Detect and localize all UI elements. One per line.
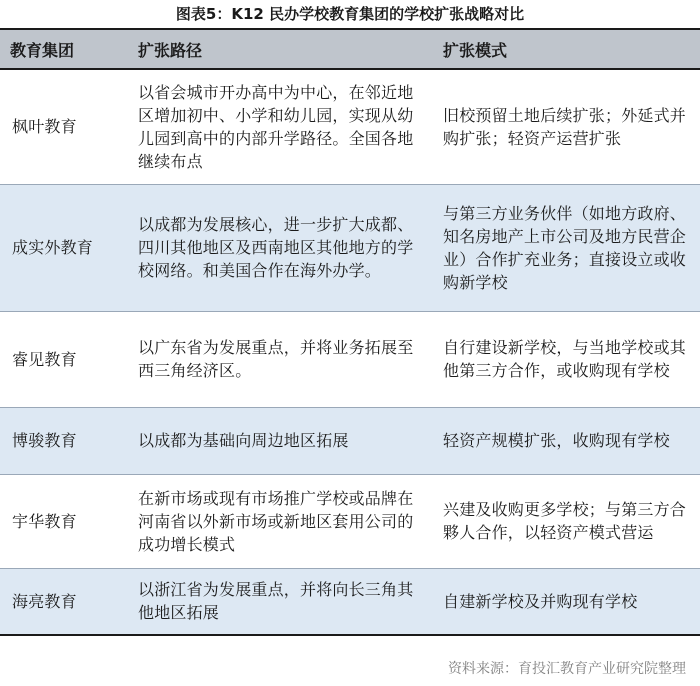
expansion-mode: 自建新学校及并购现有学校 xyxy=(433,568,700,635)
expansion-mode: 轻资产规模扩张，收购现有学校 xyxy=(433,407,700,474)
group-name: 博骏教育 xyxy=(0,407,128,474)
source-note: 资料来源：育投汇教育产业研究院整理 xyxy=(448,661,686,677)
expansion-mode: 与第三方业务伙伴（如地方政府、知名房地产上市公司及地方民营企业）合作扩充业务；直接设立或收购新学校 xyxy=(433,184,700,311)
table-row xyxy=(0,184,700,311)
expansion-path: 以广东省为发展重点，并将业务拓展至西三角经济区。 xyxy=(128,311,433,407)
table-header-row xyxy=(0,29,700,69)
comparison-table xyxy=(0,28,700,636)
header-mode: 扩张模式 xyxy=(433,29,700,69)
expansion-path: 以省会城市开办高中为中心，在邻近地区增加初中、小学和幼儿园，实现从幼儿园到高中的内部升学路径。全国各地继续布点 xyxy=(128,69,433,184)
expansion-path: 以浙江省为发展重点，并将向长三角其他地区拓展 xyxy=(128,568,433,635)
expansion-path: 以成都为基础向周边地区拓展 xyxy=(128,407,433,474)
group-name: 成实外教育 xyxy=(0,184,128,311)
table-row xyxy=(0,69,700,184)
expansion-mode: 旧校预留土地后续扩张；外延式并购扩张；轻资产运营扩张 xyxy=(433,69,700,184)
table-row xyxy=(0,474,700,568)
group-name: 海亮教育 xyxy=(0,568,128,635)
table-row xyxy=(0,568,700,635)
group-name: 睿见教育 xyxy=(0,311,128,407)
header-group: 教育集团 xyxy=(0,29,128,69)
group-name: 枫叶教育 xyxy=(0,69,128,184)
table-row xyxy=(0,407,700,474)
group-name: 宇华教育 xyxy=(0,474,128,568)
expansion-path: 以成都为发展核心，进一步扩大成都、四川其他地区及西南地区其他地方的学校网络。和美国合作在海外办学。 xyxy=(128,184,433,311)
chart-title: 图表5：K12 民办学校教育集团的学校扩张战略对比 xyxy=(175,5,525,23)
expansion-mode: 自行建设新学校，与当地学校或其他第三方合作，或收购现有学校 xyxy=(433,311,700,407)
table-row xyxy=(0,311,700,407)
expansion-path: 在新市场或现有市场推广学校或品牌在河南省以外新市场或新地区套用公司的成功增长模式 xyxy=(128,474,433,568)
header-path: 扩张路径 xyxy=(128,29,433,69)
expansion-mode: 兴建及收购更多学校；与第三方合夥人合作，以轻资产模式营运 xyxy=(433,474,700,568)
